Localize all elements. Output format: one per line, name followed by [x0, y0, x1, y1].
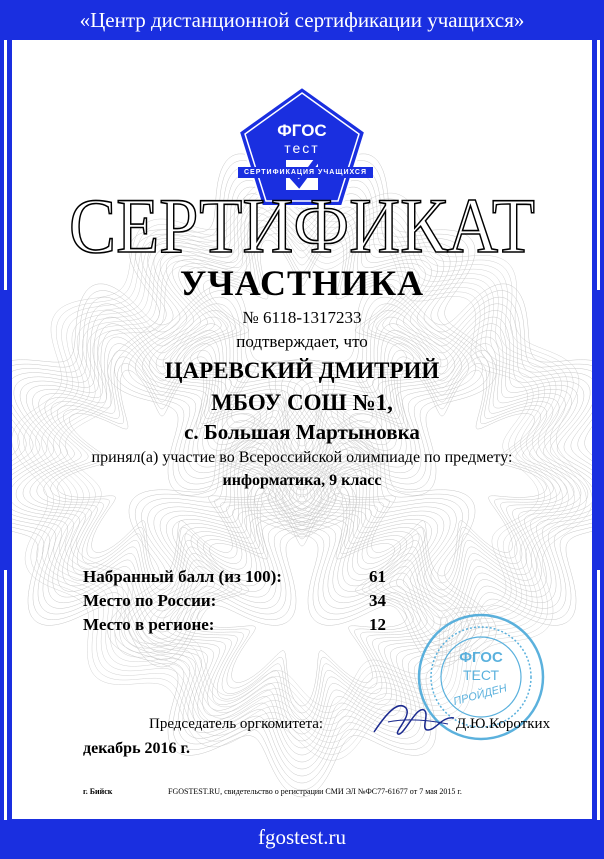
city-name: с. Большая Мартыновка	[184, 420, 420, 444]
result-label: Место по России:	[83, 591, 217, 610]
issue-date: декабрь 2016 г.	[83, 740, 190, 757]
certificate-title	[12, 182, 592, 262]
header-title: «Центр дистанционной сертификации учащихся»	[79, 8, 525, 32]
certificate-subtitle: УЧАСТНИКА	[179, 263, 425, 303]
result-value: 12	[369, 615, 386, 634]
stamp-line3: ПРОЙДЕН	[452, 682, 509, 708]
result-label: Место в регионе:	[83, 615, 215, 634]
logo-line1: ФГОС	[277, 121, 327, 140]
footer-site: fgostest.ru	[257, 825, 347, 849]
frame-side-line	[4, 40, 7, 290]
confirms-text: подтверждает, что	[236, 332, 368, 351]
stamp-line1: ФГОС	[459, 649, 503, 666]
result-label: Набранный балл (из 100):	[83, 567, 282, 586]
chair-name: Д.Ю.Коротких	[456, 716, 551, 732]
signature	[368, 692, 458, 742]
logo-band: СЕРТИФИКАЦИЯ УЧАЩИХСЯ	[238, 167, 373, 178]
frame-side-line	[4, 570, 7, 820]
certificate-number: № 6118-1317233	[242, 308, 362, 327]
certificate-paper	[12, 40, 592, 819]
frame-side-line	[597, 570, 600, 820]
result-value: 61	[369, 567, 386, 586]
certificate-title-text: СЕРТИФИКАТ	[69, 182, 535, 262]
school-name: МБОУ СОШ №1,	[211, 390, 393, 415]
chair-label: Председатель оргкомитета:	[149, 716, 324, 732]
stamp-line2: ТЕСТ	[462, 667, 500, 683]
participation-text: принял(а) участие во Всероссийской олимпиаде по предмету:	[91, 449, 513, 466]
footer-registration: FGOSTEST.RU, свидетельство о регистрации СМИ ЭЛ №ФС77-61677 от 7 мая 2015 г.	[168, 787, 462, 796]
participant-name: ЦАРЕВСКИЙ ДМИТРИЙ	[164, 358, 440, 383]
logo-line2: тест	[284, 140, 320, 156]
frame-side-line	[597, 40, 600, 290]
subject-text: информатика, 9 класс	[222, 472, 382, 489]
result-value: 34	[369, 591, 386, 610]
footer-city: г. Бийск	[83, 787, 113, 796]
